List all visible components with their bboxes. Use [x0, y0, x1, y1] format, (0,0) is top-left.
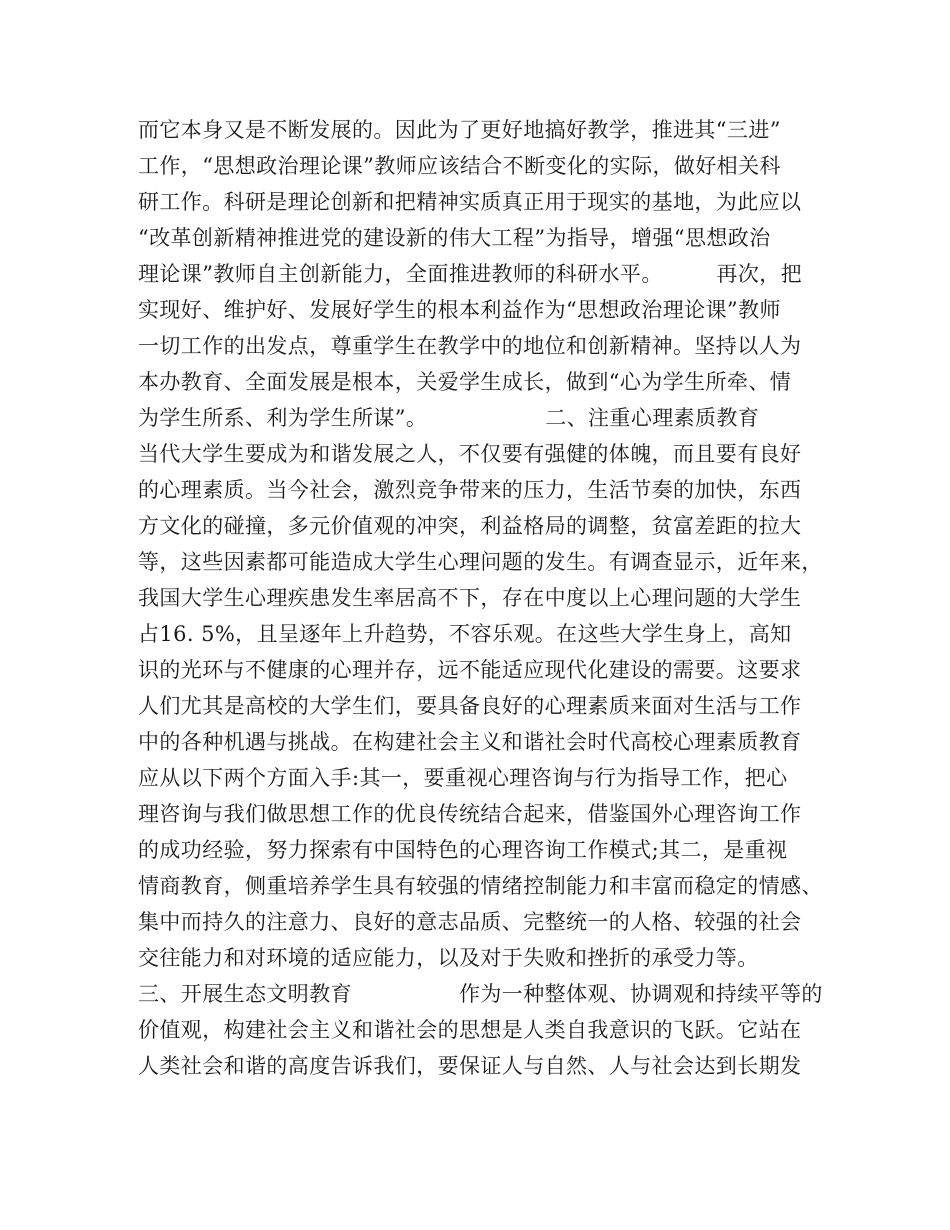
text-line: 价值观，构建社会主义和谐社会的思想是人类自我意识的飞跃。它站在 [138, 1018, 802, 1042]
text-line: 人类社会和谐的高度告诉我们，要保证人与自然、人与社会达到长期发 [138, 1054, 802, 1078]
text-line: 工作，“思想政治理论课”教师应该结合不断变化的实际，做好相关科 [138, 154, 781, 178]
text-line: 占16. 5%，且呈逐年上升趋势，不容乐观。在这些大学生身上，高知 [138, 622, 792, 646]
text-line: 交往能力和对环境的适应能力，以及对于失败和挫折的承受力等。 [138, 946, 759, 970]
text-line: 的成功经验，努力探索有中国特色的心理咨询工作模式;其二，是重视 [138, 838, 788, 862]
text-line: 三、开展生态文明教育 作为一种整体观、协调观和持续平等的 [138, 982, 823, 1006]
text-line: 本办教育、全面发展是根本，关爱学生成长，做到“心为学生所牵、情 [138, 370, 792, 394]
text-line: 方文化的碰撞，多元价值观的冲突，利益格局的调整，贫富差距的拉大 [138, 514, 802, 538]
text-line: 的心理素质。当今社会，激烈竞争带来的压力，生活节奏的加快，东西 [138, 478, 802, 502]
text-line: 研工作。科研是理论创新和把精神实质真正用于现实的基地，为此应以 [138, 190, 802, 214]
body-text [138, 112, 828, 1084]
text-line: 识的光环与不健康的心理并存，远不能适应现代化建设的需要。这要求 [138, 658, 802, 682]
text-line: 而它本身又是不断发展的。因此为了更好地搞好教学，推进其“三进” [138, 118, 781, 142]
text-line: 情商教育，侧重培养学生具有较强的情绪控制能力和丰富而稳定的情感、 [138, 874, 823, 898]
text-line: 中的各种机遇与挑战。在构建社会主义和谐社会时代高校心理素质教育 [138, 730, 802, 754]
text-line: 应从以下两个方面入手:其一，要重视心理咨询与行为指导工作，把心 [138, 766, 788, 790]
text-line: 为学生所系、利为学生所谋”。 二、注重心理素质教育 [138, 406, 760, 430]
text-line: 人们尤其是高校的大学生们，要具备良好的心理素质来面对生活与工作 [138, 694, 802, 718]
text-line: 当代大学生要成为和谐发展之人，不仅要有强健的体魄，而且要有良好 [138, 442, 802, 466]
text-line: 理论课”教师自主创新能力，全面推进教师的科研水平。 再次，把 [138, 262, 803, 286]
text-line: 我国大学生心理疾患发生率居高不下，存在中度以上心理问题的大学生 [138, 586, 802, 610]
text-line: “改革创新精神推进党的建设新的伟大工程”为指导，增强“思想政治 [138, 226, 771, 250]
text-line: 集中而持久的注意力、良好的意志品质、完整统一的人格、较强的社会 [138, 910, 802, 934]
text-line: 理咨询与我们做思想工作的优良传统结合起来，借鉴国外心理咨询工作 [138, 802, 802, 826]
text-line: 一切工作的出发点，尊重学生在教学中的地位和创新精神。坚持以人为 [138, 334, 802, 358]
text-line: 实现好、维护好、发展好学生的根本利益作为“思想政治理论课”教师 [138, 298, 781, 322]
text-line: 等，这些因素都可能造成大学生心理问题的发生。有调查显示，近年来， [138, 550, 823, 574]
